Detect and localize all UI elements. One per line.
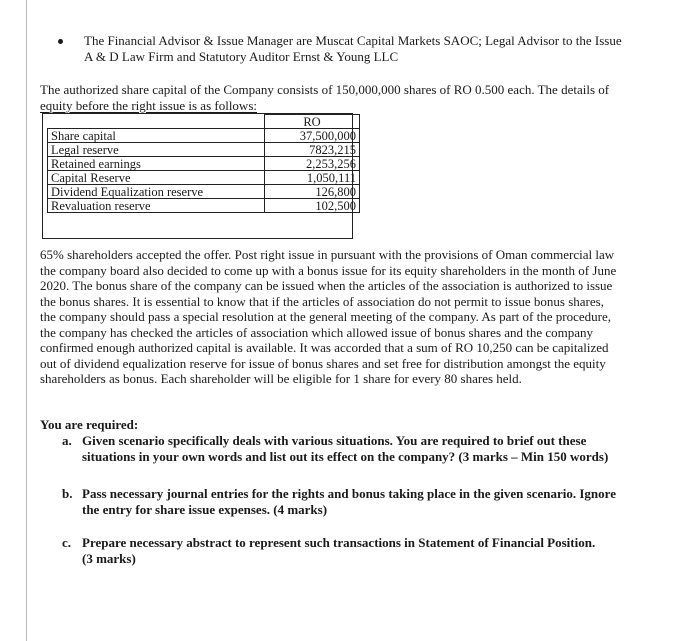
row-label: Share capital [48,129,265,143]
table-row [48,171,360,185]
table-header-row [48,115,360,129]
paragraph-line: confirmed enough authorized capital is available. It was accorded that a sum of RO 10,250 can be capitalized [40,340,609,355]
row-label: Retained earnings [48,157,265,171]
table-row [48,185,360,199]
paragraph-line: 2020. The bonus share of the company can be issued when the articles of the association is authorized to issue [40,278,613,293]
row-label: Dividend Equalization reserve [48,185,265,199]
question-letter: a. [62,433,72,448]
equity-table [47,114,360,213]
paragraph-line: the bonus shares. It is essential to know that if the articles of association do not permit to issue bonus shares, [40,293,604,309]
row-value: 2,253,256 [265,157,360,171]
question-line: the entry for share issue expenses. (4 marks) [82,501,328,517]
row-value: 7823,215 [265,143,360,157]
capital-intro [40,82,680,113]
table-row [48,129,360,143]
paragraph-line: out of dividend equalization reserve for issue of bonus shares and set free for distribution amongst the equity [40,355,606,371]
paragraph-line: the company has checked the articles of association which allowed issue of bonus shares and the company [40,324,594,340]
question-line: (3 marks) [82,550,136,566]
question-a [62,433,682,464]
question-line: Prepare necessary abstract to represent such transactions in Statement of Financial Position. [82,535,596,550]
row-label: Legal reserve [48,143,265,157]
required-heading: You are required: [40,417,139,432]
advisors-bullet [60,33,680,64]
paragraph-line: shareholders as bonus. Each shareholder will be eligible for 1 share for every 80 shares held. [40,371,522,386]
question-line: Pass necessary journal entries for the rights and bonus taking place in the given scenario. Ignore [82,486,616,501]
question-letter: b. [62,486,73,501]
row-value: 1,050,111 [265,171,360,185]
row-value: 126,800 [265,185,360,199]
row-value: 37,500,000 [265,129,360,143]
page-left-rule [26,0,27,641]
bullet-text [84,33,680,64]
paragraph-line: the company should pass a special resolution at the general meeting of the company. As part of the procedure, [40,309,611,324]
question-line: Given scenario specifically deals with various situations. You are required to brief out these [82,433,587,448]
scenario-paragraph [40,247,680,387]
bullet-line-2: A & D Law Firm and Statutory Auditor Ernst & Young LLC [84,48,399,64]
table-row [48,157,360,171]
question-b [62,486,682,517]
bullet-dot-icon [58,39,63,44]
question-c [62,535,682,566]
table-header-empty [48,115,265,129]
intro-line-1: The authorized share capital of the Company consists of 150,000,000 shares of RO 0.500 each. The details of [40,82,610,97]
intro-line-2: equity before the right issue is as follows: [40,97,257,113]
question-line: situations in your own words and list out its effect on the company? (3 marks – Min 150 words) [82,448,609,464]
paragraph-line: the company board also decided to come up with a bonus issue for its equity shareholders in the month of June [40,262,617,278]
row-value: 102,500 [265,199,360,213]
paragraph-line: 65% shareholders accepted the offer. Post right issue in pursuant with the provisions of Oman commercial law [40,247,615,262]
table-header-currency: RO [265,115,360,129]
question-letter: c. [62,535,72,550]
table-row [48,199,360,213]
row-label: Capital Reserve [48,171,265,185]
row-label: Revaluation reserve [48,199,265,213]
table-row [48,143,360,157]
bullet-line-1: The Financial Advisor & Issue Manager are Muscat Capital Markets SAOC; Legal Advisor to the Issue [84,33,622,48]
